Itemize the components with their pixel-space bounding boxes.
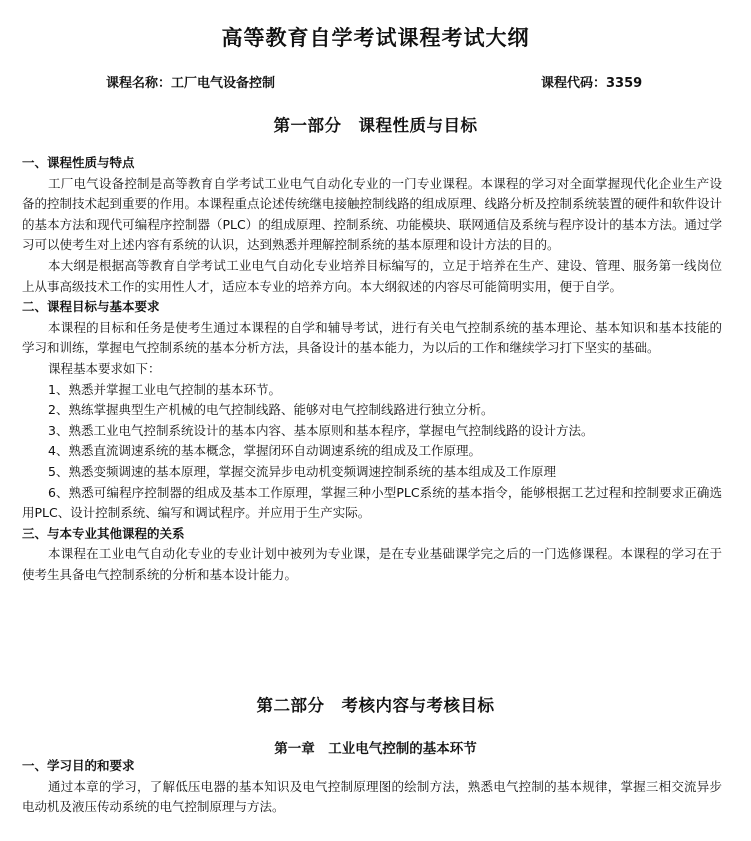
course-name: 课程名称：工厂电气设备控制 [106, 76, 276, 91]
paragraph: 本课程的目标和任务是使考生通过本课程的自学和辅导考试，进行有关电气控制系统的基本理论、基本知识和基本技能的学习和训练，掌握电气控制系统的基本分析方法，具备设计的基本能力，为以后的工作和继续学习打下坚实的基础。 [22, 319, 722, 356]
document-title: 高等教育自学考试课程考试大纲 [221, 26, 530, 50]
part-two-title: 第二部分 考核内容与考核目标 [256, 696, 495, 715]
list-item: 2、熟练掌握典型生产机械的电气控制线路、能够对电气控制线路进行独立分析。 [48, 402, 494, 418]
list-item: 5、熟悉变频调速的基本原理，掌握交流异步电动机变频调速控制系统的基本组成及工作原理 [48, 463, 556, 479]
section-heading-goals: 二、课程目标与基本要求 [22, 299, 160, 315]
paragraph: 工厂电气设备控制是高等教育自学考试工业电气自动化专业的一门专业课程。本课程的学习对全面掌握现代化企业生产设备的控制技术起到重要的作用。本课程重点论述传统继电接触控制线路的组成原理、线路分析及控制系统装置的硬件和软件设计的基本方法和现代可编程序控制器（PLC）的组成原理、控制系统、功能模块、联网通信及系统与程序设计的基本方法。通过学习可以使考生对上述内容有系统的认识，达到熟悉并理解控制系统的基本原理和设计方法的目的。 [22, 175, 723, 253]
list-item: 3、熟悉工业电气控制系统设计的基本内容、基本原则和基本程序，掌握电气控制线路的设计方法。 [48, 422, 594, 438]
course-code: 课程代码：3359 [541, 76, 643, 91]
paragraph: 通过本章的学习，了解低压电器的基本知识及电气控制原理图的绘制方法，熟悉电气控制的基本规律，掌握三相交流异步电动机及液压传动系统的电气控制原理与方法。 [22, 778, 722, 815]
requirements-intro: 课程基本要求如下： [48, 360, 161, 376]
chapter-one-title: 第一章 工业电气控制的基本环节 [274, 741, 477, 757]
paragraph: 本大纲是根据高等教育自学考试工业电气自动化专业培养目标编写的，立足于培养在生产、建设、管理、服务第一线岗位上从事高级技术工作的实用性人才，适应本专业的培养方向。本大纲叙述的内容尽可能简明实用，便于自学。 [22, 257, 722, 294]
section-heading-relations: 三、与本专业其他课程的关系 [22, 525, 185, 541]
section-heading-nature: 一、课程性质与特点 [22, 155, 135, 170]
part-one-title: 第一部分 课程性质与目标 [273, 116, 478, 135]
section-heading-purpose: 一、学习目的和要求 [22, 758, 135, 773]
part-one-body [22, 153, 722, 585]
list-item: 6、熟悉可编程序控制器的组成及基本工作原理，掌握三种小型PLC系统的基本指令，能够根据工艺过程和控制要求正确选用PLC、设计控制系统、编写和调试程序。并应用于生产实际。 [22, 484, 722, 521]
part-two-body [22, 756, 722, 818]
list-item: 4、熟悉直流调速系统的基本概念，掌握闭环自动调速系统的组成及工作原理。 [48, 443, 481, 459]
course-info-line [0, 72, 751, 90]
list-item: 1、熟悉并掌握工业电气控制的基本环节。 [48, 381, 281, 397]
paragraph: 本课程在工业电气自动化专业的专业计划中被列为专业课，是在专业基础课学完之后的一门选修课程。本课程的学习在于使考生具备电气控制系统的分析和基本设计能力。 [22, 546, 722, 582]
